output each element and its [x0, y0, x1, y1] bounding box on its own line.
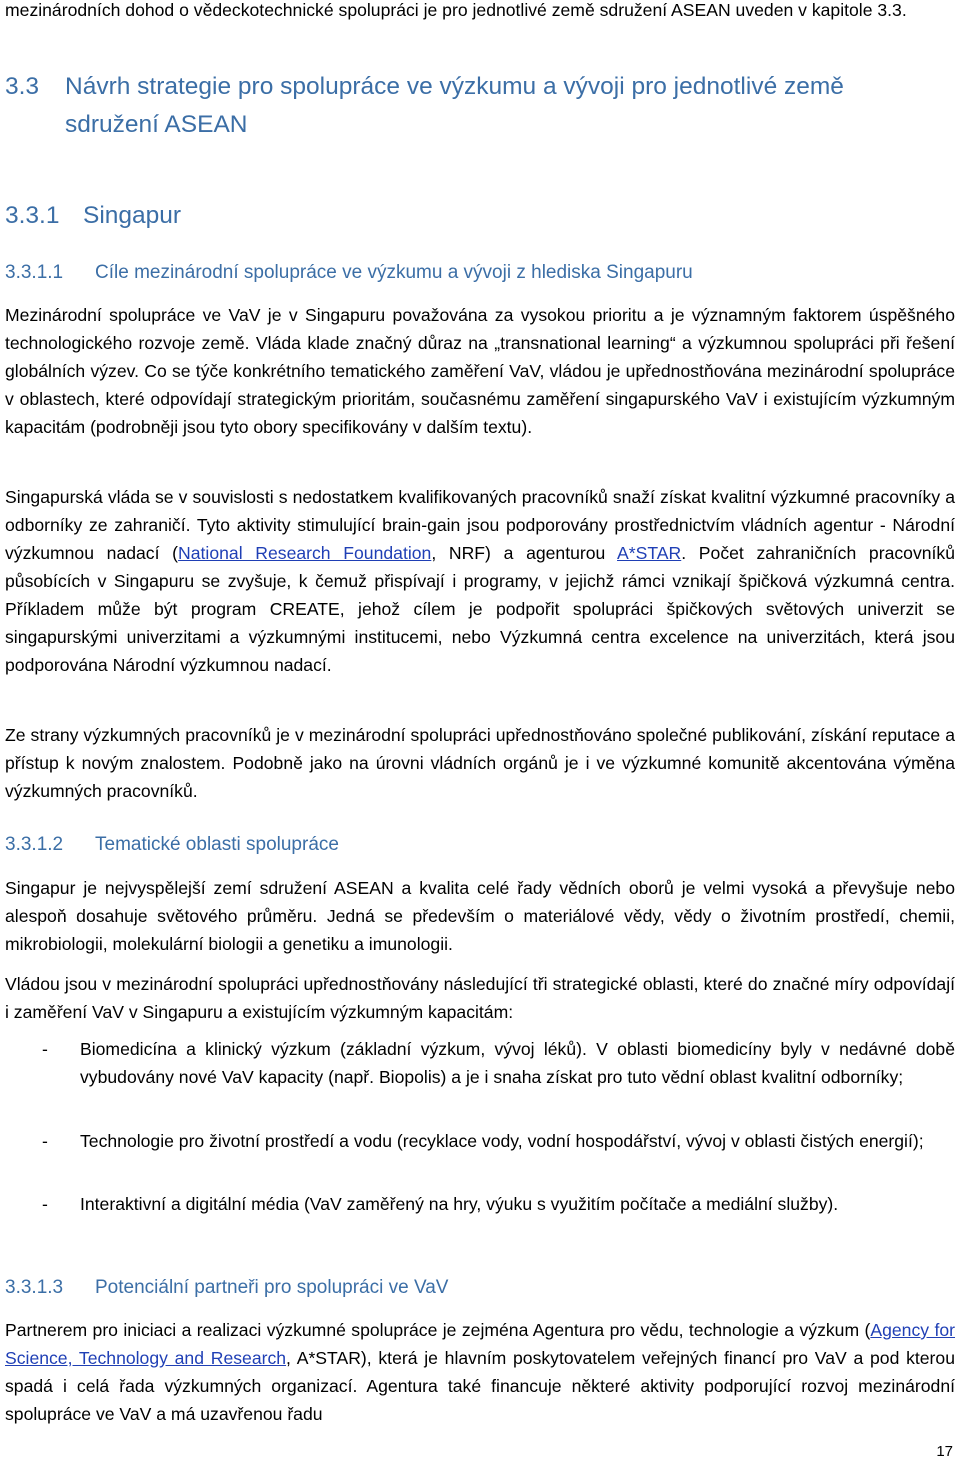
- link-agency-for-science[interactable]: Agency for Science, Technology and Research: [5, 1320, 955, 1368]
- heading-title: Tematické oblasti spolupráce: [95, 834, 339, 855]
- paragraph-researchers: Ze strany výzkumných pracovníků je v mezinárodní spolupráci upřednostňováno společné publikování, získání reputace a přístup k novým znalostem. Podobně jako na úrovni vládních orgánů je i ve výzkumné komunitě akcentována výměna výzkumných pracovníků.: [5, 725, 955, 801]
- paragraph-partners: Partnerem pro iniciaci a realizaci výzkumné spolupráce je zejména Agentura pro vědu, technologie a výzkum (Agency for Science, Technology and Research, A*STAR), která je hlavním poskytovatelem veřejných financí pro VaV a pod kterou spadá i celá řada výzkumných organizací. Agentura také financuje některé aktivity podporující rozvoj mezinárodní spolupráce ve VaV a má uzavřenou řadu: [5, 1320, 955, 1424]
- heading-title: Potenciální partneři pro spolupráci ve VaV: [95, 1277, 449, 1298]
- heading-title: Singapur: [83, 202, 182, 229]
- heading-number: 3.3.1: [5, 202, 60, 229]
- paragraph-singapore-fields: Singapur je nejvyspělejší zemí sdružení ASEAN a kvalita celé řady vědních oborů je velmi vysoká a převyšuje nebo alespoň dosahuje světového průměru. Jedná se především o materiálové vědy, vědy o životním prostředí, chemii, mikrobiologii, molekulární biologii a genetiku a imunologii.: [5, 878, 955, 954]
- list-dash: -: [42, 1194, 48, 1214]
- list-item: - Biomedicína a klinický výzkum (základní výzkum, vývoj léků). V oblasti biomedicíny byly v nedávné době vybudovány nové VaV kapacity (např. Biopolis) a je i snaha získat pro tuto vědní oblast kvalitní odborníky;: [5, 1035, 955, 1091]
- list-item: - Interaktivní a digitální média (VaV zaměřený na hry, výuku s využitím počítače a mediální služby).: [5, 1190, 955, 1218]
- link-a-star[interactable]: A*STAR: [617, 543, 682, 563]
- list-dash: -: [42, 1131, 48, 1151]
- heading-title-line1: Návrh strategie pro spolupráce ve výzkumu a vývoji pro jednotlivé země: [65, 73, 844, 100]
- heading-number: 3.3.1.1: [5, 262, 64, 283]
- heading-number: 3.3: [5, 73, 40, 100]
- section-heading-3-3: [5, 68, 955, 144]
- section-heading-3-3-1: [5, 201, 181, 231]
- section-heading-3-3-1-2: [5, 832, 339, 858]
- paragraph-international-cooperation: Mezinárodní spolupráce ve VaV je v Singapuru považována za vysokou prioritu a je významným faktorem úspěšného technologického rozvoje země. Vláda klade značný důraz na „transnational learning“ a výzkumnou spolupráci při řešení globálních výzev. Co se týče konkrétního tematického zaměření VaV, vládou je upřednostňována mezinárodní spolupráce v oblastech, které odpovídají strategickým prioritám, současnému zaměření singapurského VaV i existujícím výzkumným kapacitám (podrobněji jsou tyto obory specifikovány v dalším textu).: [5, 305, 955, 437]
- paragraph-strategic-areas: Vládou jsou v mezinárodní spolupráci upřednostňovány následující tři strategické oblasti, které do značné míry odpovídají i zaměření VaV v Singapuru a existujícím výzkumným kapacitám:: [5, 974, 955, 1022]
- intro-paragraph: mezinárodních dohod o vědeckotechnické spolupráci je pro jednotlivé země sdružení ASEAN uveden v kapitole 3.3.: [5, 0, 907, 20]
- section-heading-3-3-1-1: [5, 260, 693, 286]
- heading-title-line2: sdružení ASEAN: [65, 111, 248, 138]
- list-item: - Technologie pro životní prostředí a vodu (recyklace vody, vodní hospodářství, vývoj v oblasti čistých energií);: [5, 1127, 955, 1155]
- list-dash: -: [42, 1039, 48, 1059]
- heading-number: 3.3.1.2: [5, 834, 64, 855]
- heading-title: Cíle mezinárodní spolupráce ve výzkumu a vývoji z hlediska Singapuru: [95, 262, 693, 283]
- page-number: 17: [936, 1443, 953, 1460]
- paragraph-brain-gain: Singapurská vláda se v souvislosti s nedostatkem kvalifikovaných pracovníků snaží získat kvalitní výzkumné pracovníky a odborníky ze zahraničí. Tyto aktivity stimulující brain-gain jsou podporovány prostřednictvím vládních agentur - Národní výzkumnou nadací (National Research Foundation, NRF) a agenturou A*STAR. Počet zahraničních pracovníků působících v Singapuru se zvyšuje, k čemuž přispívají i programy, v jejichž rámci vznikají špičková výzkumná centra. Příkladem může být program CREATE, jehož cílem je podpořit spolupráci špičkových světových univerzit se singapurskými univerzitami a výzkumnými institucemi, nebo Výzkumná centra excelence na univerzitách, která jsou podporována Národní výzkumnou nadací.: [5, 487, 955, 675]
- link-national-research-foundation[interactable]: National Research Foundation: [178, 543, 432, 563]
- heading-number: 3.3.1.3: [5, 1277, 64, 1298]
- section-heading-3-3-1-3: [5, 1275, 448, 1301]
